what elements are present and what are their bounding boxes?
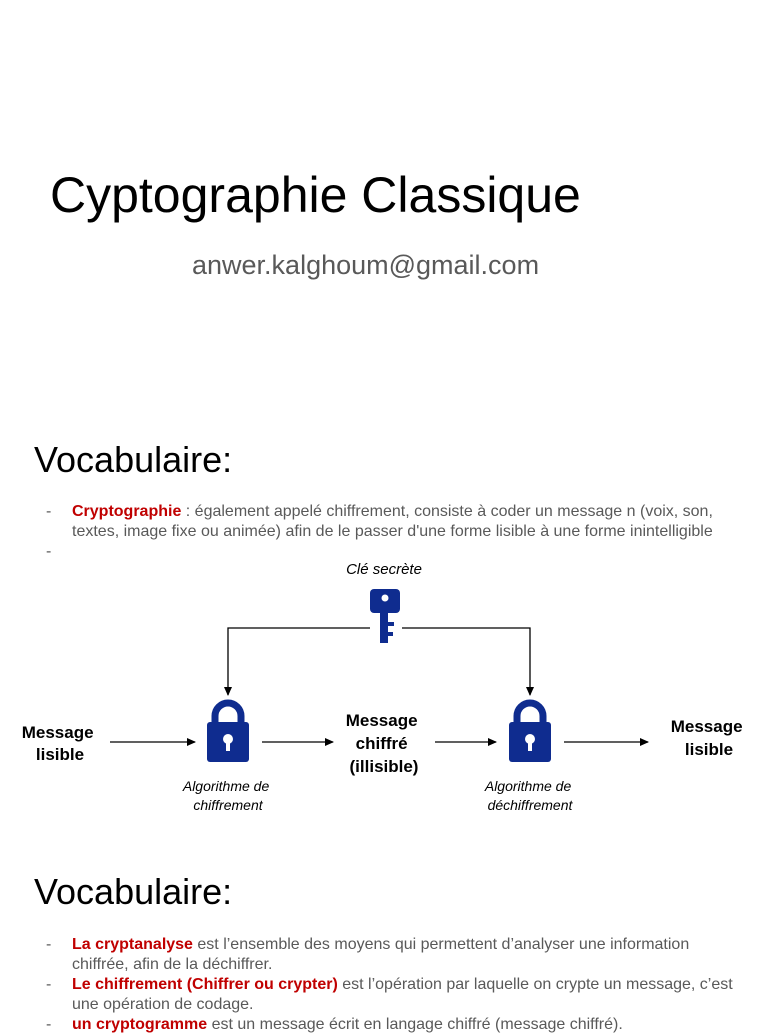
encryption-algorithm-label [182, 778, 273, 813]
key-connectors [228, 628, 530, 695]
label-line: lisible [684, 740, 734, 759]
bullet-dash: - [46, 1016, 52, 1033]
bullet-item [46, 1015, 746, 1035]
label-line: déchiffrement [487, 797, 573, 813]
label-line: Message [670, 717, 743, 736]
page-title: Cyptographie Classique [50, 167, 581, 223]
definition: : également appelé chiffrement, consiste à coder un message n (voix, son, textes, image fixe ou animée) afin de le passer d'une forme lisible à une forme inintelligible [72, 503, 713, 540]
input-message-label [22, 723, 99, 764]
label-line: Message [21, 723, 94, 742]
section-heading: Vocabulaire: [34, 439, 233, 480]
bullet-item [46, 975, 746, 1015]
label-line: Algorithme de [182, 778, 270, 794]
ciphertext-label [346, 711, 423, 776]
term: Le chiffrement (Chiffrer ou crypter) [72, 976, 338, 993]
author-email: anwer.kalghoum@gmail.com [192, 250, 540, 280]
label-line: Message [345, 711, 418, 730]
bullet-dash: - [46, 543, 52, 560]
bullet-item [46, 935, 746, 975]
label-line: chiffré [355, 734, 408, 753]
output-message-label [671, 717, 748, 759]
key-label: Clé secrète [346, 561, 422, 578]
label-line: chiffrement [193, 797, 263, 813]
bullet-dash: - [46, 976, 52, 993]
label-line: (illisible) [349, 757, 419, 776]
bullet-dash: - [46, 936, 52, 953]
section-heading: Vocabulaire: [34, 871, 233, 912]
bullet-list [46, 935, 746, 1035]
padlock-icon [509, 703, 551, 762]
bullet-text [72, 975, 746, 1015]
bullet-text [72, 935, 746, 975]
label-line: lisible [35, 745, 85, 764]
label-line: Algorithme de [484, 778, 572, 794]
term: un cryptogramme [72, 1016, 208, 1033]
key-icon [370, 589, 400, 643]
definition: est un message écrit en langage chiffré (message chiffré). [207, 1016, 623, 1033]
decryption-algorithm-label [484, 778, 575, 813]
bullet-text [72, 1015, 746, 1035]
term: La cryptanalyse [72, 936, 193, 953]
bullet-dash: - [46, 503, 52, 520]
definition: est l’opération par laquelle on crypte un message, c’est une opération de codage. [72, 976, 733, 1013]
padlock-icon [207, 703, 249, 762]
term: Cryptographie [72, 503, 182, 520]
definition: est l’ensemble des moyens qui permettent d’analyser une information chiffrée, afin de la déchiffrer. [72, 936, 690, 973]
